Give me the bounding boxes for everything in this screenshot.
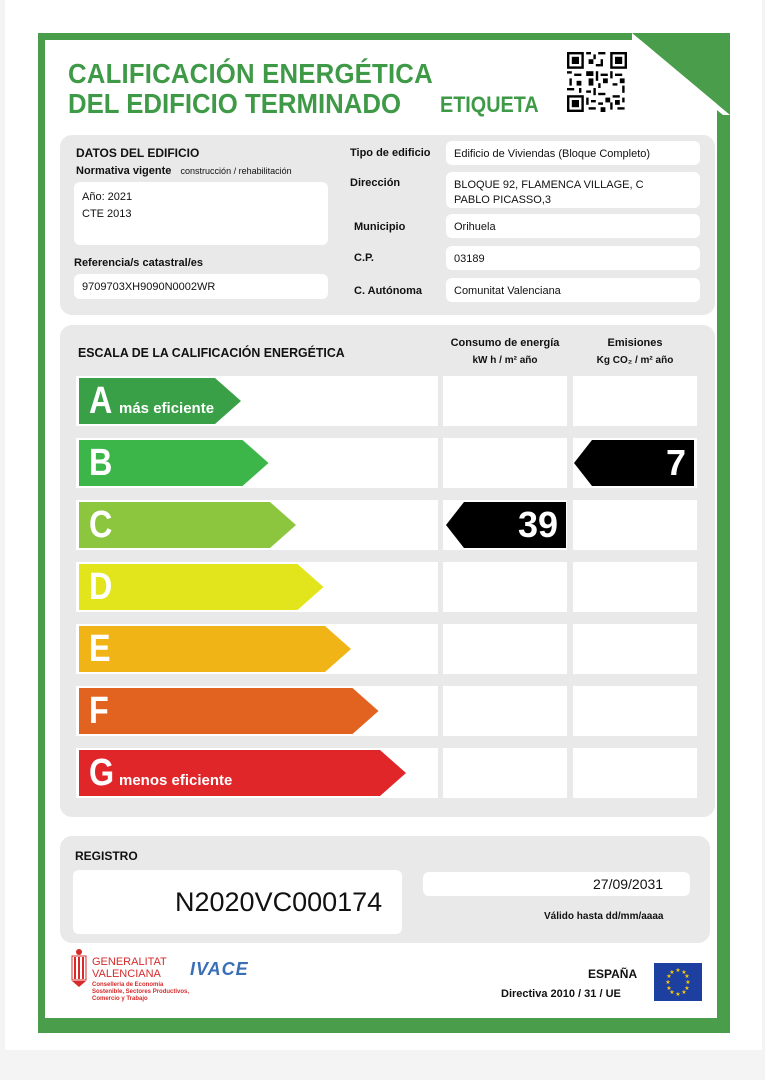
year-value: Año: 2021 (82, 191, 133, 203)
title-line2: DEL EDIFICIO TERMINADO (68, 88, 401, 119)
title-line1: CALIFICACIÓN ENERGÉTICA (68, 58, 433, 89)
consumption-cell-b (443, 438, 567, 488)
field-label-direccion: Dirección (350, 177, 401, 189)
cadastral-value: 9709703XH9090N0002WR (82, 281, 216, 293)
registry-label: REGISTRO (75, 849, 138, 863)
grade-arrow-shape-f (79, 686, 379, 736)
consumption-indicator (446, 500, 566, 550)
svg-text:★: ★ (684, 985, 690, 992)
field-value-municipio: Orihuela (454, 221, 496, 233)
grade-arrow-shape-e (79, 624, 351, 674)
svg-text:★: ★ (681, 969, 687, 976)
grade-letter-f: F (89, 690, 109, 732)
valid-label: Válido hasta dd/mm/aaaa (544, 911, 664, 922)
grade-arrow-a (79, 376, 241, 426)
grade-letter-e: E (89, 628, 111, 670)
grade-arrow-f (79, 686, 379, 736)
grade-letter-c: C (89, 504, 113, 546)
consumption-unit: kW h / m² año (472, 355, 538, 366)
svg-text:★: ★ (681, 989, 687, 996)
grade-arrow-fill-d (79, 564, 324, 610)
grade-arrow-g (79, 748, 406, 798)
directive-label: Directiva 2010 / 31 / UE (501, 988, 621, 1000)
emissions-cell-c (573, 500, 697, 550)
grade-letter-b: B (89, 442, 113, 484)
qr-code-icon (567, 52, 627, 112)
emissions-cell-d (573, 562, 697, 612)
field-value-direccion: BLOQUE 92, FLAMENCA VILLAGE, C (454, 179, 644, 191)
emissions-cell-f (573, 686, 697, 736)
grade-arrow-b (79, 438, 269, 488)
normativa-sub: construcción / rehabilitación (180, 166, 292, 176)
consumption-cell-g (443, 748, 567, 798)
field-value-autonoma: Comunitat Valenciana (454, 285, 561, 297)
emissions-cell-e (573, 624, 697, 674)
consumption-header: Consumo de energía (450, 337, 560, 349)
cadastral-label: Referencia/s catastral/es (74, 257, 204, 269)
grade-subtitle-a: más eficiente (119, 400, 215, 417)
gv-sub3: Comercio y Trabajo (92, 996, 148, 1002)
field-label-cp: C.P. (354, 252, 374, 264)
gv-sub2: Sostenible, Sectores Productivos, (92, 989, 190, 995)
emissions-indicator-value: 7 (665, 442, 686, 483)
svg-text:★: ★ (665, 979, 671, 986)
grade-letter-a: A (89, 380, 113, 422)
field-value-cp: 03189 (454, 253, 485, 265)
grade-arrow-e (79, 624, 351, 674)
svg-text:★: ★ (669, 989, 675, 996)
svg-text:★: ★ (666, 985, 672, 992)
building-section-title: DATOS DEL EDIFICIO (76, 146, 200, 160)
field-label-municipio: Municipio (354, 221, 406, 233)
ivace-logo: IVACE (190, 959, 249, 979)
grade-arrow-d (79, 562, 324, 612)
gv-line2: VALENCIANA (92, 968, 161, 980)
svg-text:★: ★ (675, 967, 681, 974)
consumption-cell-e (443, 624, 567, 674)
scale-title: ESCALA DE LA CALIFICACIÓN ENERGÉTICA (78, 345, 345, 360)
emissions-cell-a (573, 376, 697, 426)
grade-letter-d: D (89, 566, 113, 608)
svg-text:★: ★ (684, 973, 690, 980)
valid-date: 27/09/2031 (593, 876, 664, 892)
emissions-indicator (574, 438, 694, 488)
consumption-cell-f (443, 686, 567, 736)
normativa-label (76, 165, 292, 177)
registry-number: N2020VC000174 (175, 887, 383, 917)
folded-corner (632, 33, 730, 115)
emissions-header: Emisiones (607, 337, 663, 349)
consumption-cell-a (443, 376, 567, 426)
consumption-indicator-value: 39 (517, 504, 558, 545)
gv-line1: GENERALITAT (92, 956, 167, 968)
consumption-cell-d (443, 562, 567, 612)
generalitat-logo-icon (70, 948, 88, 988)
svg-text:★: ★ (666, 973, 672, 980)
emissions-unit: Kg CO₂ / m² año (596, 355, 674, 366)
grade-arrow-fill-f (79, 688, 379, 734)
field-label-tipo: Tipo de edificio (350, 147, 431, 159)
grade-arrow-shape-d (79, 562, 324, 612)
grade-subtitle-g: menos eficiente (119, 772, 233, 789)
svg-text:★: ★ (669, 969, 675, 976)
field-value-tipo: Edificio de Viviendas (Bloque Completo) (454, 148, 651, 160)
eu-flag-icon (654, 963, 702, 1001)
svg-text:★: ★ (675, 991, 681, 998)
emissions-cell-g (573, 748, 697, 798)
field-value-direccion-2: PABLO PICASSO,3 (454, 194, 552, 206)
grade-letter-g: G (89, 752, 115, 794)
normativa-label-text: Normativa vigente (76, 165, 172, 177)
country-label: ESPAÑA (588, 967, 638, 981)
code-value: CTE 2013 (82, 208, 132, 220)
title-tag: ETIQUETA (440, 92, 539, 117)
grade-arrow-fill-e (79, 626, 351, 672)
field-label-autonoma: C. Autónoma (354, 285, 423, 297)
grade-arrow-c (79, 500, 296, 550)
svg-text:★: ★ (685, 979, 691, 986)
gv-sub1: Conselleria de Economía (92, 982, 164, 988)
